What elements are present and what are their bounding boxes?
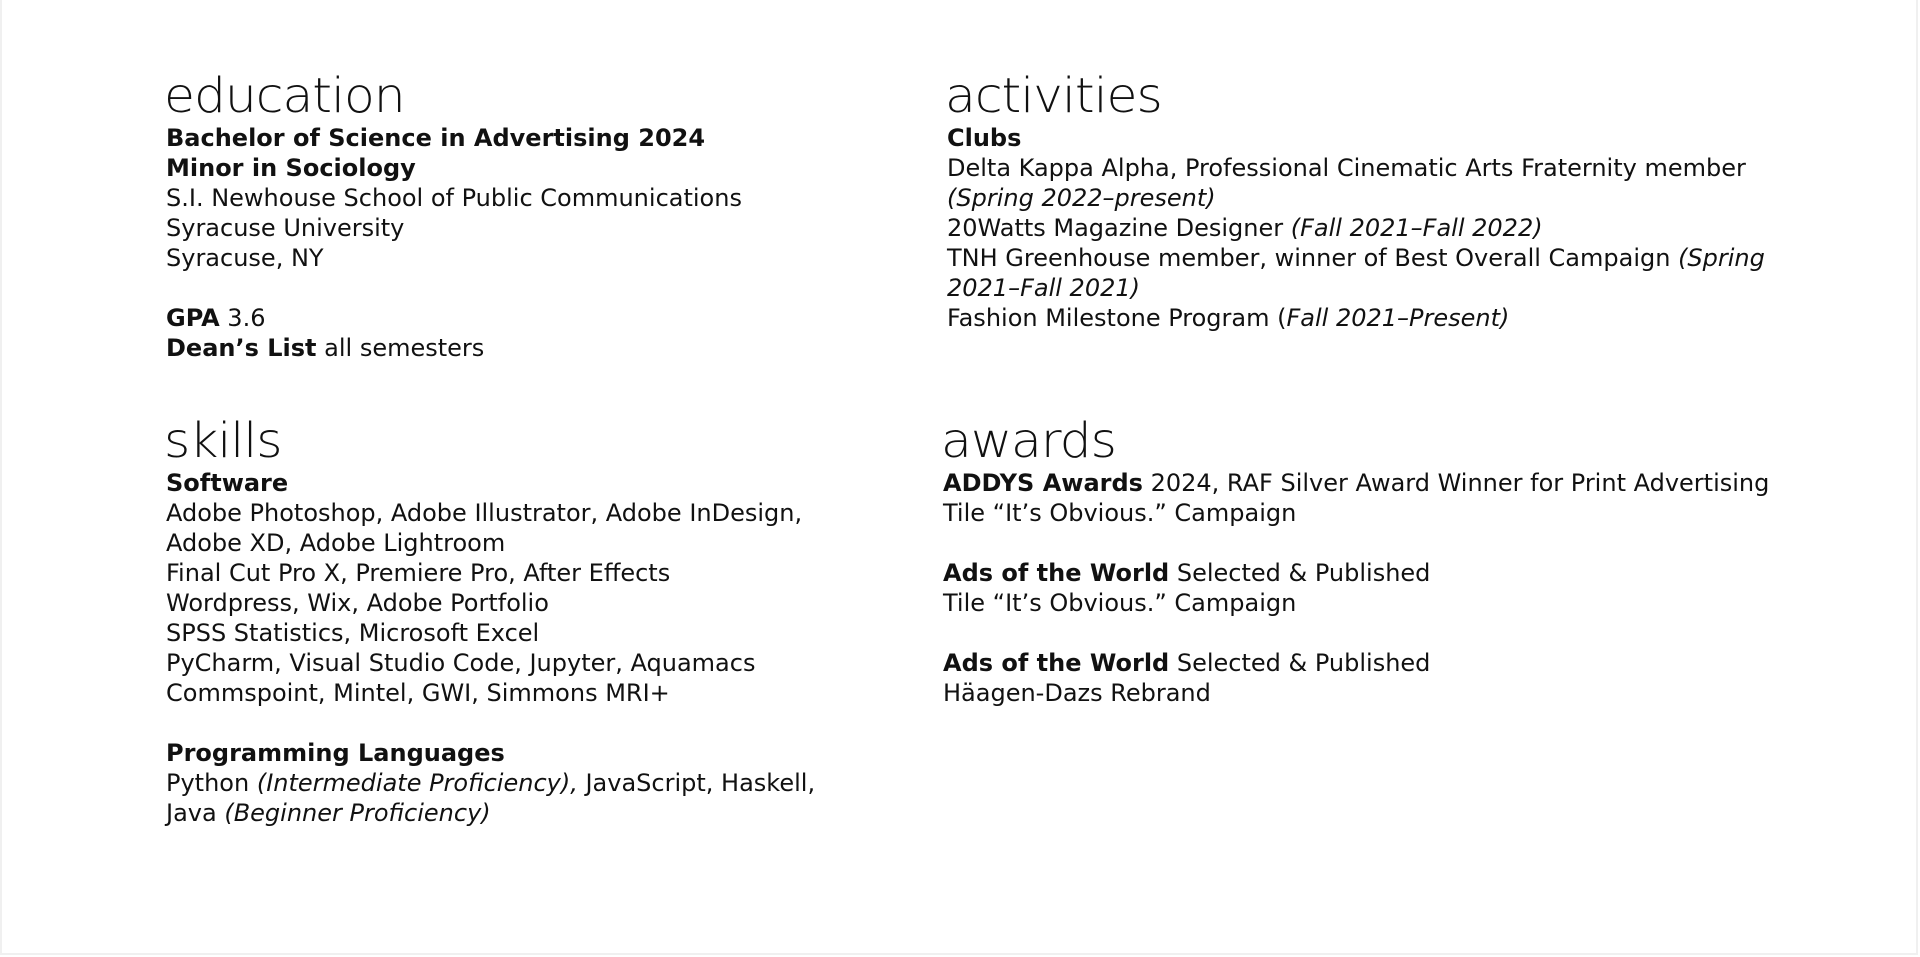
activity-date: Fall 2021–Present) — [1286, 304, 1510, 332]
awards-heading: awards — [941, 413, 1116, 469]
award-item — [943, 468, 1770, 498]
languages-list: JavaScript, Haskell, — [577, 769, 816, 797]
award-item — [943, 558, 1763, 588]
gpa-value: 3.6 — [219, 304, 266, 332]
award-campaign: Häagen-Dazs Rebrand — [943, 679, 1211, 707]
activity-date: 2021–Fall 2021) — [947, 274, 1140, 302]
award-campaign: Tile “It’s Obvious.” Campaign — [943, 499, 1297, 527]
activity-item — [947, 213, 1767, 243]
programming-label: Programming Languages — [166, 739, 505, 767]
skills-section — [164, 413, 926, 828]
software-line: PyCharm, Visual Studio Code, Jupyter, Aquamacs — [166, 649, 756, 677]
activity-item — [947, 243, 1767, 273]
programming-line — [166, 798, 926, 828]
language-python: Python — [166, 769, 257, 797]
minor: Minor in Sociology — [166, 154, 416, 182]
language-java: Java — [166, 799, 225, 827]
deans-value: all semesters — [316, 334, 485, 362]
activity-text: Fashion Milestone Program ( — [947, 304, 1287, 332]
degree: Bachelor of Science in Advertising 2024 — [166, 124, 706, 152]
university: Syracuse University — [166, 214, 405, 242]
deans-label: Dean’s List — [166, 334, 317, 362]
education-heading: education — [164, 68, 405, 124]
gpa-label: GPA — [166, 304, 220, 332]
award-detail: Selected & Published — [1169, 559, 1431, 587]
programming-line — [166, 768, 926, 798]
activity-date: (Spring — [1678, 244, 1765, 272]
software-label: Software — [166, 469, 289, 497]
award-campaign: Tile “It’s Obvious.” Campaign — [943, 589, 1297, 617]
activity-text: 20Watts Magazine Designer — [947, 214, 1291, 242]
activity-text: TNH Greenhouse member, winner of Best Overall Campaign — [947, 244, 1679, 272]
location: Syracuse, NY — [166, 244, 324, 272]
award-name: ADDYS Awards — [943, 469, 1143, 497]
activity-item — [947, 303, 1767, 333]
gpa — [166, 303, 926, 333]
activity-date: (Spring 2022–present) — [947, 184, 1216, 212]
award-detail: 2024, RAF Silver Award Winner for Print Advertising — [1142, 469, 1770, 497]
award-item — [943, 648, 1763, 678]
awards-section — [941, 413, 1770, 708]
software-line: Commspoint, Mintel, GWI, Simmons MRI+ — [166, 679, 670, 707]
software-line: SPSS Statistics, Microsoft Excel — [166, 619, 540, 647]
award-detail: Selected & Published — [1169, 649, 1431, 677]
deans-list — [166, 333, 926, 363]
software-line: Final Cut Pro X, Premiere Pro, After Effects — [166, 559, 671, 587]
software-line: Adobe XD, Adobe Lightroom — [166, 529, 506, 557]
award-name: Ads of the World — [943, 649, 1170, 677]
activity-date: (Fall 2021–Fall 2022) — [1290, 214, 1543, 242]
proficiency-note: (Intermediate Proficiency), — [256, 769, 578, 797]
software-line: Wordpress, Wix, Adobe Portfolio — [166, 589, 549, 617]
award-name: Ads of the World — [943, 559, 1170, 587]
software-line: Adobe Photoshop, Adobe Illustrator, Adobe InDesign, — [166, 499, 803, 527]
education-section — [164, 68, 926, 363]
clubs-label: Clubs — [947, 124, 1022, 152]
skills-heading: skills — [164, 413, 282, 469]
proficiency-note: (Beginner Proficiency) — [224, 799, 491, 827]
school: S.I. Newhouse School of Public Communications — [166, 184, 742, 212]
activities-section — [945, 68, 1767, 333]
activities-heading: activities — [945, 68, 1162, 124]
activity-item: Delta Kappa Alpha, Professional Cinematic Arts Fraternity member — [947, 154, 1746, 182]
